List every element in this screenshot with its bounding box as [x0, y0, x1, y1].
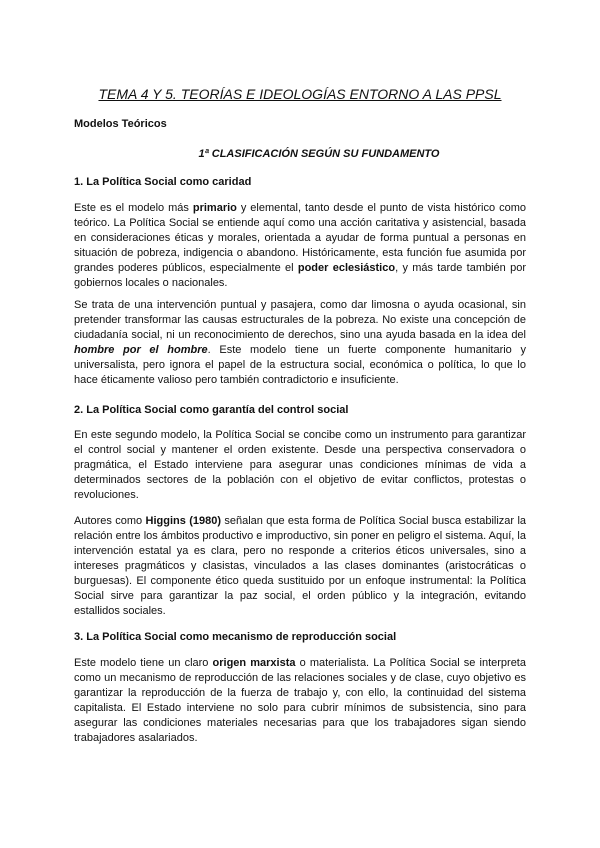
text-run: señalan que esta forma de Política Social busca estabilizar la relación entre los ámbitos productivo e improductivo, sin poner en peligro el sistema. Aquí, la intervención estatal ya es clara, pero no responde a criterios éticos universales, sino a intereses pragmáticos y clasistas, vinculados a las clases dominantes (aristocráticas o burguesas). El componente ético queda sustituido por un enfoque instrumental: la Política Social sirve para garantizar la paz social, el orden público y la integración, evitando estallidos sociales.: [74, 515, 527, 617]
text-run: Autores como: [74, 515, 146, 527]
section-2-heading: 2. La Política Social como garantía del control social: [74, 404, 349, 416]
emphasis-primario: primario: [192, 202, 237, 214]
text-run: , y más tarde también por gobiernos locales o nacionales.: [74, 262, 526, 289]
emphasis-hombre-por-el-hombre: hombre por el hombre: [74, 344, 208, 356]
document-title: TEMA 4 Y 5. TEORÍAS E IDEOLOGÍAS ENTORNO A LAS PPSL: [98, 86, 502, 102]
text-run: . Este modelo tiene un fuerte componente humanitario y universalista, pero ignora el papel de la estructura social, económica o política, lo que lo hace éticamente valioso pero también contradictorio e insuficiente.: [74, 344, 526, 386]
text-run: y elemental, tanto desde el punto de vista histórico como teórico. La Política Social se entiende aquí como una acción caritativa y asistencial, basada en consideraciones éticas y morales, orientada a ayudar de forma puntual a personas en situación de pobreza, indigencia o abandono. Históricamente, esta función fue asumida por grandes poderes públicos, especialmente el: [74, 202, 526, 274]
text-run: Este modelo tiene un claro: [74, 657, 213, 669]
text-run: Se trata de una intervención puntual y pasajera, como dar limosna o ayuda ocasional, sin pretender transformar las causas estructurales de la pobreza. No existe una concepción de ciudadanía social, ni un reconocimiento de derechos, sino una ayuda basada en la idea del: [74, 299, 526, 341]
section-subtitle: Modelos Teóricos: [74, 118, 167, 130]
section-2-paragraph-2: [74, 514, 526, 619]
text-run: o materialista. La Política Social se interpreta como un mecanismo de reproducción de las relaciones sociales y de clase, cuyo objetivo es garantizar la reproducción de la fuerza de trabajo y, con ello, la continuidad del sistema capitalista. El Estado interviene no solo para cubrir mínimos de subsistencia, sino para asegurar las condiciones materiales necesarias para que los trabajadores sigan siendo trabajadores asalariados.: [74, 657, 526, 744]
section-3-paragraph-1: [74, 656, 526, 746]
section-3-heading: 3. La Política Social como mecanismo de reproducción social: [74, 631, 397, 643]
section-1-paragraph-1: [74, 201, 526, 291]
section-2-paragraph-1: En este segundo modelo, la Política Social se concibe como un instrumento para garantizar el control social y mantener el orden existente. Desde una perspectiva conservadora o pragmática, el Estado interviene para asegurar unas condiciones mínimas de vida a determinados sectores de la población con el objetivo de evitar conflictos, protestas o revoluciones.: [74, 429, 526, 501]
section-1-heading: 1. La Política Social como caridad: [74, 176, 252, 188]
emphasis-origen-marxista: origen marxista: [212, 657, 296, 669]
emphasis-higgins: Higgins (1980): [145, 515, 221, 527]
text-run: Este es el modelo más: [74, 202, 193, 214]
classification-heading: 1ª CLASIFICACIÓN SEGÚN SU FUNDAMENTO: [198, 148, 440, 160]
emphasis-poder-eclesiastico: poder eclesiástico: [297, 262, 396, 274]
section-1-paragraph-2: [74, 298, 526, 388]
